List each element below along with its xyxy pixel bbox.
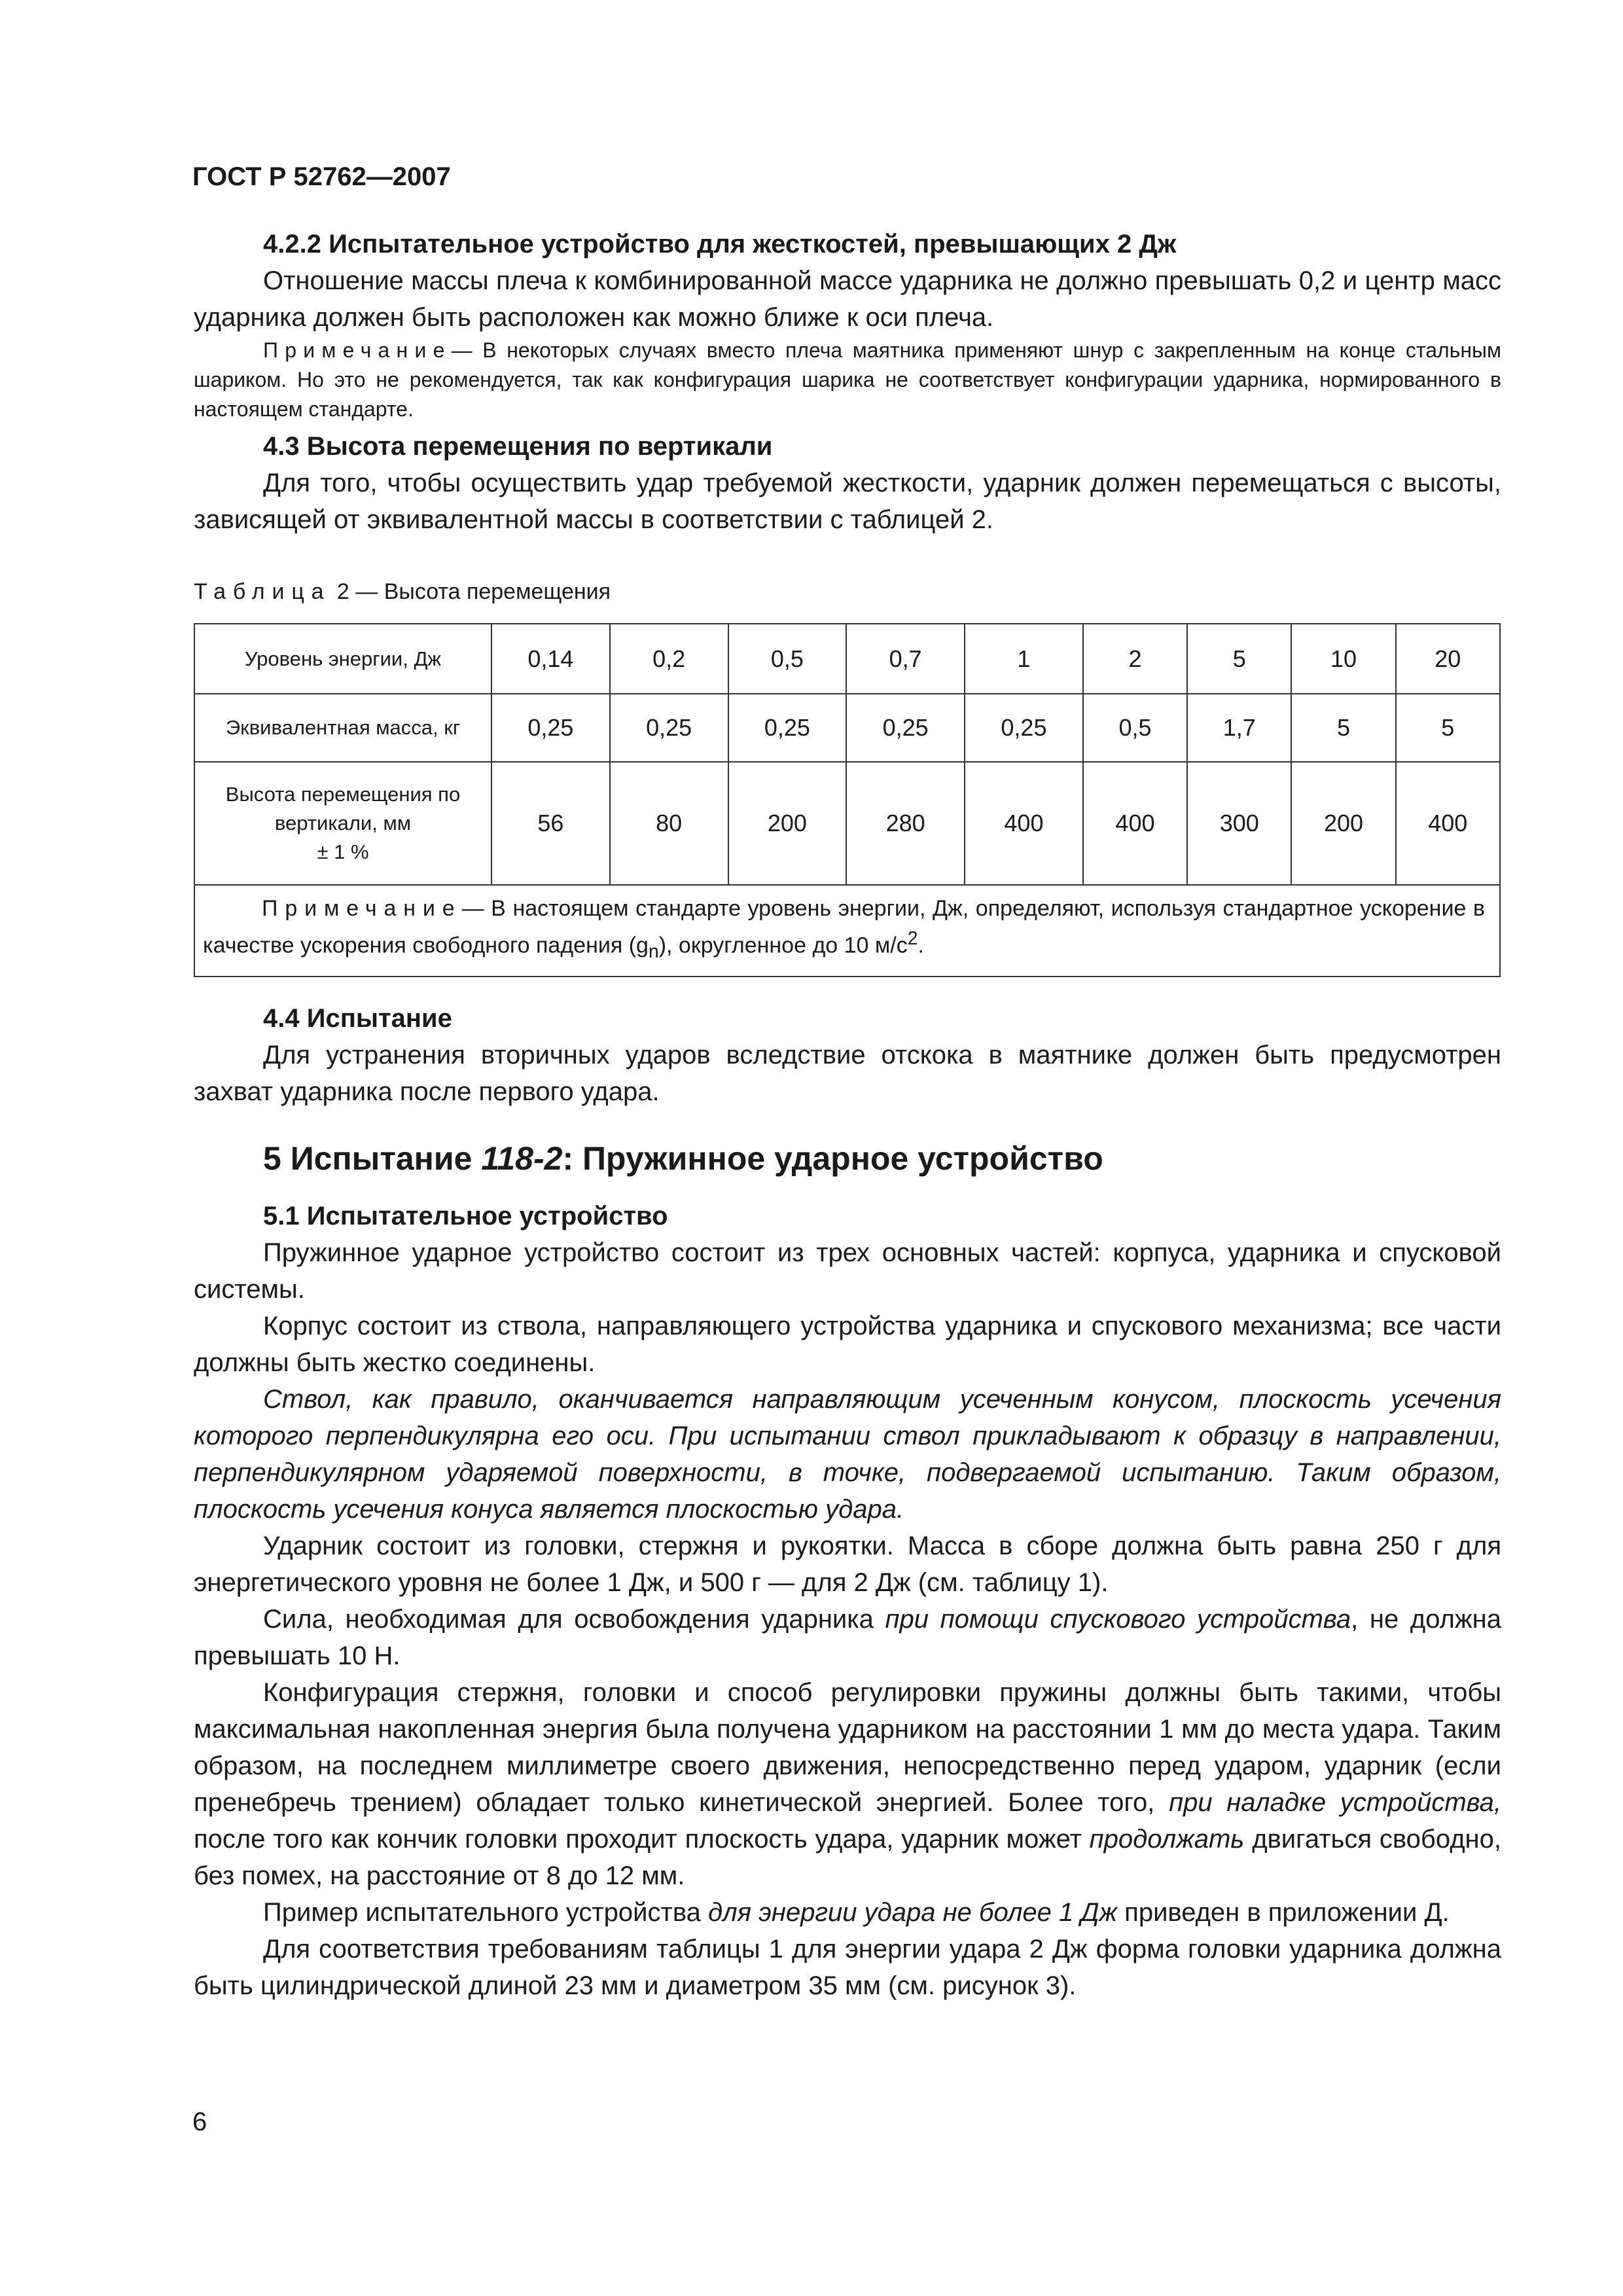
note-text: — В настоящем стандарте уровень энергии, Дж, определяют, используя стандартное ускорение в качестве ускорения свободного падения (g — [203, 896, 1485, 958]
text-run: Конфигурация стержня, головки и способ регулировки пружины должны быть такими, чтобы максимальная накопленная энергия была получена ударником на расстоянии 1 мм до места удара. Таким образом, на последнем миллиметре своего движения, непосредственно перед ударом, ударник (если пренебречь трением) обладает только кинетической энергией. Более того, — [194, 1678, 1501, 1817]
section-5-title-suffix: : Пружинное ударное устройство — [562, 1140, 1103, 1177]
table-cell: 400 — [1083, 762, 1187, 885]
caption-text: 2 — Высота перемещения — [330, 579, 611, 604]
text-run-italic: продолжать — [1089, 1825, 1245, 1854]
text-run: приведен в приложении Д. — [1117, 1898, 1450, 1927]
note-label: Примечание — [262, 896, 462, 921]
text-run: Сила, необходимая для освобождения ударника — [263, 1605, 885, 1634]
text-run-italic: для энергии удара не более 1 Дж — [708, 1898, 1118, 1927]
section-4-4-title: 4.4 Испытание — [263, 1004, 452, 1033]
table-cell: 1 — [965, 624, 1083, 694]
note-text: ), округленное до 10 м/с — [658, 933, 908, 958]
table-cell: 400 — [965, 762, 1083, 885]
row-header-line: вертикали, мм — [274, 812, 412, 834]
section-5-title-number: 118-2 — [481, 1140, 563, 1177]
section-5-title-prefix: 5 Испытание — [263, 1140, 482, 1177]
note-subscript: n — [648, 941, 659, 963]
table-note — [194, 885, 1500, 977]
section-5-1-paragraph — [194, 1894, 1501, 1931]
table-cell: 2 — [1083, 624, 1187, 694]
text-run: двигаться свободно, без помех, на расстояние от 8 до 12 мм. — [194, 1825, 1501, 1890]
row-header-mass: Эквивалентная масса, кг — [194, 694, 491, 762]
table-cell: 5 — [1291, 694, 1395, 762]
table-cell: 200 — [1291, 762, 1395, 885]
section-5-1-paragraph — [194, 1601, 1501, 1674]
section-5-1-paragraph: Пружинное ударное устройство состоит из трех основных частей: корпуса, ударника и спусковой системы. — [194, 1238, 1501, 1304]
section-4-4-text: Для устранения вторичных ударов вследствие отскока в маятнике должен быть предусмотрен захват ударника после первого удара. — [194, 1041, 1501, 1106]
table-row — [194, 762, 1500, 885]
table-cell: 0,25 — [846, 694, 965, 762]
table-cell: 280 — [846, 762, 965, 885]
section-4-2-2-text: Отношение массы плеча к комбинированной массе ударника не должно превышать 0,2 и центр масс ударника должен быть расположен как можно ближе к оси плеча. — [194, 266, 1501, 332]
table-2 — [194, 623, 1501, 977]
table-cell: 200 — [728, 762, 847, 885]
text-run: , не должна превышать 10 Н. — [194, 1605, 1501, 1670]
section-4-2-2-note — [194, 336, 1501, 424]
table-row — [194, 694, 1500, 762]
table-cell: 0,25 — [728, 694, 847, 762]
section-5-1-paragraph: Ударник состоит из головки, стержня и рукоятки. Масса в сборе должна быть равна 250 г для энергетического уровня не более 1 Дж, и 500 г — для 2 Дж (см. таблицу 1). — [194, 1532, 1501, 1597]
table-cell: 1,7 — [1187, 694, 1291, 762]
section-5-1-paragraph: Для соответствия требованиям таблицы 1 для энергии удара 2 Дж форма головки ударника должна быть цилиндрической длиной 23 мм и диаметром 35 мм (см. рисунок 3). — [194, 1935, 1501, 2000]
table-cell: 5 — [1187, 624, 1291, 694]
section-4-2-2-title: 4.2.2 Испытательное устройство для жесткостей, превышающих 2 Дж — [263, 230, 1177, 259]
table-row — [194, 885, 1500, 977]
note-superscript: 2 — [907, 928, 918, 949]
lower-text-block — [194, 996, 1501, 2004]
table-cell: 300 — [1187, 762, 1291, 885]
text-run: Пример испытательного устройства — [263, 1898, 708, 1927]
page-number: 6 — [192, 2108, 207, 2136]
row-header-energy: Уровень энергии, Дж — [194, 624, 491, 694]
table-cell: 0,14 — [491, 624, 610, 694]
upper-text-block — [194, 226, 1501, 538]
caption-label: Таблица — [194, 579, 331, 604]
row-header-line: ± 1 % — [317, 840, 369, 863]
table-row — [194, 624, 1500, 694]
section-4-3-title: 4.3 Высота перемещения по вертикали — [263, 432, 773, 461]
table-cell: 400 — [1396, 762, 1500, 885]
note-label: Примечание — [263, 338, 452, 362]
table-cell: 0,25 — [965, 694, 1083, 762]
running-head: ГОСТ Р 52762—2007 — [192, 162, 451, 191]
table-cell: 20 — [1396, 624, 1500, 694]
table-cell: 0,25 — [491, 694, 610, 762]
row-header-height — [194, 762, 491, 885]
section-4-3-text: Для того, чтобы осуществить удар требуемой жесткости, ударник должен перемещаться с высоты, зависящей от эквивалентной массы в соответствии с таблицей 2. — [194, 469, 1501, 534]
table-cell: 5 — [1396, 694, 1500, 762]
text-run-italic: при помощи спускового устройства — [885, 1605, 1351, 1634]
table-cell: 56 — [491, 762, 610, 885]
note-text: . — [918, 933, 924, 958]
text-run-italic: при наладке устройства, — [1169, 1788, 1501, 1817]
row-header-line: Высота перемещения по — [225, 783, 461, 806]
table-cell: 0,5 — [728, 624, 847, 694]
table-cell: 0,25 — [610, 694, 728, 762]
table-cell: 0,5 — [1083, 694, 1187, 762]
section-5-1-title: 5.1 Испытательное устройство — [263, 1202, 668, 1230]
section-5-title — [194, 1138, 1501, 1179]
section-5-1-paragraph: Корпус состоит из ствола, направляющего устройства ударника и спускового механизма; все части должны быть жестко соединены. — [194, 1312, 1501, 1377]
section-5-1-paragraph — [194, 1674, 1501, 1894]
table-cell: 80 — [610, 762, 728, 885]
text-run: после того как кончик головки проходит плоскость удара, ударник может — [194, 1825, 1090, 1854]
note-text: — В некоторых случаях вместо плеча маятника применяют шнур с закрепленным на конце стальным шариком. Но это не рекомендуется, так как конфигурация шарика не соответствует конфигурации ударника, нормированного в настоящем стандарте. — [194, 338, 1501, 421]
table-2-caption — [194, 579, 611, 605]
table-cell: 0,7 — [846, 624, 965, 694]
table-cell: 0,2 — [610, 624, 728, 694]
section-5-1-paragraph: Ствол, как правило, оканчивается направляющим усеченным конусом, плоскость усечения которого перпендикулярна его оси. При испытании ствол прикладывают к образцу в направлении, перпендикулярном ударяемой поверхности, в точке, подвергаемой испытанию. Таким образом, плоскость усечения конуса является плоскостью удара. — [194, 1385, 1501, 1524]
table-cell: 10 — [1291, 624, 1395, 694]
